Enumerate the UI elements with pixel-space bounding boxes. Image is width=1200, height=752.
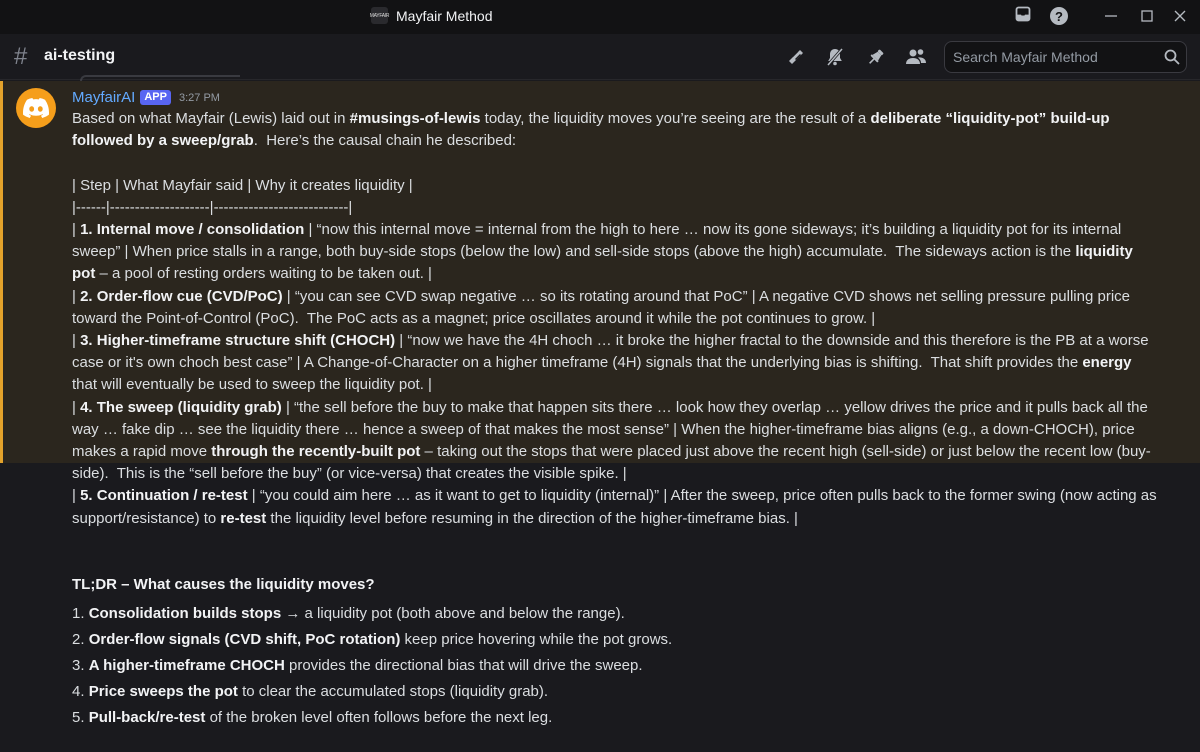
row-text: | “you could aim here … as it want to get to liquidity (internal)” | After the sweep, price often pulls back to the former swing (now acting as support/resistance) to (72, 487, 1161, 527)
threads-icon[interactable] (785, 46, 807, 68)
row-bold-text: through the recently-built pot (211, 443, 421, 461)
close-icon[interactable] (1172, 6, 1188, 26)
table-row (72, 219, 1157, 286)
row-text: – a pool of resting orders waiting to be taken out. | (95, 265, 432, 283)
row-pipe: | (72, 332, 81, 350)
maximize-icon[interactable] (1139, 6, 1155, 26)
channel-name: ai-testing (44, 47, 116, 64)
list-number: 4. (72, 683, 89, 701)
window-title: Mayfair Method (396, 7, 493, 24)
list-item (72, 627, 1157, 653)
row-pipe: | (72, 287, 81, 305)
tldr-list (72, 601, 1157, 731)
list-bold: A higher-timeframe CHOCH (88, 657, 285, 675)
discord-logo-icon (23, 98, 49, 118)
table-row (72, 485, 1161, 529)
table-separator-row: |------|--------------------|---------------------------| (72, 198, 353, 216)
mention-highlight-bar (0, 81, 3, 463)
row-pipe: | (72, 487, 81, 505)
table-row (72, 397, 1157, 486)
list-bold: Price sweeps the pot (88, 683, 238, 701)
minimize-icon[interactable] (1103, 6, 1119, 26)
tldr-heading-text: TL;DR – What causes the liquidity moves? (72, 576, 375, 594)
list-text: → a liquidity pot (both above and below the range). (281, 605, 625, 623)
intro-text: . Here’s the causal chain he described: (253, 132, 517, 150)
help-icon[interactable]: ? (1050, 7, 1068, 25)
row-text: – taking out the stops that were placed just above the recent high (sell-side) or just below the recent low (buy-side). This is the “sell before the buy” (or vice-versa) that creates the visible spike. | (72, 443, 1151, 483)
row-step: 1. Internal move / consolidation (80, 221, 305, 238)
row-text: | “you can see CVD swap negative … so its rotating around that PoC” | A negative CVD shows net selling pressure pulling price toward the Point-of-Control (PoC). The PoC acts as a magnet; price oscillates around it while the pot continues to grow. | (72, 287, 1135, 327)
row-step: 5. Continuation / re-test (80, 487, 248, 505)
list-number: 5. (72, 709, 89, 727)
list-number: 2. (72, 631, 89, 649)
list-text: to clear the accumulated stops (liquidity grab). (237, 683, 549, 701)
app-badge: APP (140, 90, 171, 105)
row-bold-text: liquidity pot (72, 243, 1137, 283)
list-bold: Consolidation builds stops (88, 605, 282, 623)
list-text: keep price hovering while the pot grows. (400, 631, 673, 649)
inbox-icon[interactable] (1015, 6, 1031, 22)
table-row (72, 286, 1157, 330)
message-intro (72, 108, 1157, 152)
table-header-row: | Step | What Mayfair said | Why it creates liquidity | (72, 176, 413, 194)
list-text: provides the directional bias that will drive the sweep. (284, 657, 643, 675)
window-titlebar (0, 0, 1200, 34)
intro-text: Based on what Mayfair (Lewis) laid out in (72, 110, 350, 127)
row-bold-text: re-test (220, 509, 267, 527)
mayfair-logo-icon (371, 7, 388, 24)
search-box[interactable] (944, 41, 1187, 73)
intro-text: today, the liquidity moves you’re seeing are the result of a (480, 110, 871, 127)
channel-hash-icon: # (14, 43, 28, 70)
logo-text: MAYFAIR (369, 12, 390, 19)
list-item (72, 601, 1157, 627)
tldr-heading (72, 574, 1157, 596)
row-pipe: | (72, 398, 81, 416)
list-number: 1. (72, 605, 89, 623)
member-list-icon[interactable] (905, 46, 927, 68)
notification-muted-icon[interactable] (824, 46, 846, 68)
list-item (72, 679, 1157, 705)
search-icon[interactable] (1164, 49, 1180, 65)
pin-icon[interactable] (865, 46, 887, 68)
message-header (72, 89, 220, 106)
list-item (72, 653, 1157, 679)
row-step: 3. Higher-timeframe structure shift (CHOCH) (80, 332, 396, 350)
list-bold: Order-flow signals (CVD shift, PoC rotation) (88, 631, 401, 649)
row-step: 4. The sweep (liquidity grab) (80, 398, 282, 416)
message-author[interactable]: MayfairAI (72, 89, 136, 106)
table-row (72, 330, 1157, 397)
list-text: of the broken level often follows before the next leg. (205, 709, 553, 727)
list-item (72, 705, 1157, 731)
row-text: the liquidity level before resuming in the direction of the higher-timeframe bias. | (266, 509, 798, 527)
row-text: | “the sell before the buy to make that happen sits there … look how they overlap … yellow drives the price and it pulls back all the way … fake dip … see the liquidity there … hence a sweep of that makes the most sense” | When the higher-timeframe bias aligns (e.g., a down-CHOCH), price makes a rapid move (72, 398, 1152, 461)
row-step: 2. Order-flow cue (CVD/PoC) (80, 287, 283, 305)
list-bold: Pull-back/re-test (88, 709, 206, 727)
row-bold-text: energy (1082, 354, 1132, 372)
message-timestamp[interactable]: 3:27 PM (178, 91, 220, 104)
reply-line (80, 75, 240, 81)
window-title-group (371, 7, 492, 24)
message-content (72, 108, 1161, 731)
list-number: 3. (72, 657, 89, 675)
search-input[interactable] (945, 42, 1155, 72)
intro-bold-text: deliberate “liquidity-pot” build-up followed by a sweep/grab (72, 110, 1114, 150)
avatar[interactable] (16, 88, 56, 128)
row-pipe: | (72, 221, 81, 238)
channel-mention[interactable]: #musings-of-lewis (349, 110, 481, 127)
row-text: | “now this internal move = internal from the high to here … now its gone sideways; it’s building a liquidity pot for its internal sweep” | When price stalls in a range, both buy-side stops (below the low) and sell-side stops (above the high) accumulate. The sideways action is the (72, 221, 1126, 261)
channel-header (0, 34, 1200, 80)
row-text: | “now we have the 4H choch … it broke the higher fractal to the downside and this therefore is the PB at a worse case or it's own choch best case” | A Change-of-Character on a higher timeframe (4H) signals that the underlying bias is shifting. That shift provides the (72, 332, 1153, 372)
row-text: that will eventually be used to sweep the liquidity pot. | (72, 354, 1136, 394)
